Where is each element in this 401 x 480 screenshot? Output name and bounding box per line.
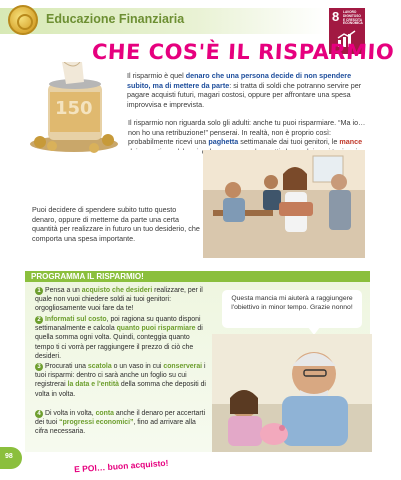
sdg-text: LAVORO DIGNITOSO E CRESCITA ECONOMICA bbox=[343, 10, 363, 26]
text-run: : si tratta di soldi che potranno servire per pagare acquisti futuri, magari costosi, oppure per affrontare una spesa improvvisa e imprevista. bbox=[127, 80, 362, 109]
intro-paragraph-3 bbox=[32, 205, 200, 243]
text-run-highlight: conserverai bbox=[163, 363, 203, 370]
section-title: Educazione Finanziaria bbox=[46, 12, 185, 26]
text-run-highlight: Informati sul costo bbox=[45, 316, 107, 323]
page-title: CHE COS'È IL RISPARMIO bbox=[91, 40, 395, 64]
closing-text: E POI… buon acquisto! bbox=[73, 457, 169, 475]
text-run: o un vaso in cui bbox=[111, 363, 164, 370]
text-run-highlight: “progressi economici” bbox=[59, 419, 134, 427]
text-run: Il risparmio non riguarda solo gli adulti: anche tu puoi risparmiare. “Ma io… non ho una retribuzione!” penserai. In realtà, non è proprio così: probabilmente ricevi una bbox=[128, 118, 366, 147]
step-number: 1 bbox=[35, 287, 43, 295]
family-photo bbox=[203, 150, 365, 258]
text-run: Il risparmio è quel bbox=[127, 71, 186, 80]
text-run-highlight: quanto puoi risparmiare bbox=[116, 325, 196, 333]
svg-text:150: 150 bbox=[55, 98, 93, 119]
text-run-highlight: la data e l'entità bbox=[67, 381, 119, 389]
step-number: 3 bbox=[35, 363, 43, 371]
step-4 bbox=[35, 409, 207, 437]
coin-icon bbox=[8, 5, 38, 35]
text-run-highlight: scatola bbox=[87, 363, 112, 370]
text-run: , fino ad arrivare alla cifra necessaria. bbox=[35, 419, 196, 436]
text-wrap-mask bbox=[128, 150, 202, 190]
step-1 bbox=[35, 286, 205, 314]
text-run: Pensa a un bbox=[45, 287, 82, 294]
text-run-highlight: paghetta bbox=[208, 137, 239, 147]
text-run: i tuoi risparmi: dentro ci sarà anche un foglio su cui registrerai bbox=[35, 363, 206, 389]
speech-bubble: Questa mancia mi aiuterà a raggiungere l'obiettivo in minor tempo. Grazie nonno! bbox=[222, 290, 362, 328]
program-title: PROGRAMMA IL RISPARMIO! bbox=[31, 272, 144, 281]
text-run-highlight: denaro che una persona decide di non spendere subito, ma di mettere da parte bbox=[127, 71, 352, 90]
text-run-highlight: mance bbox=[339, 137, 363, 147]
step-3 bbox=[35, 362, 207, 399]
step-number: 4 bbox=[35, 410, 43, 418]
step-number: 2 bbox=[35, 316, 43, 324]
text-run: Procurati una bbox=[45, 363, 88, 370]
intro-paragraph-1 bbox=[127, 71, 369, 109]
text-run: Di volta in volta, bbox=[45, 410, 96, 417]
text-run: della somma che depositi di volta in volta. bbox=[35, 381, 206, 398]
text-run: anche il denaro per accertarti dei tuoi bbox=[35, 410, 206, 427]
text-run: Puoi decidere di spendere subito tutto questo denaro, oppure di metterne da parte una certa quantità per realizzare in futuro un tuo desiderio, che comporta una spesa importante. bbox=[32, 205, 200, 243]
sdg-number: 8 bbox=[332, 9, 340, 24]
text-run-highlight: conta bbox=[95, 410, 114, 417]
grandpa-child-photo bbox=[212, 334, 372, 452]
step-2 bbox=[35, 315, 207, 361]
banknote-jar-image bbox=[22, 62, 124, 154]
text-run: di quella somma ogni volta. Quindi, conteggia quanto tempo ti ci vorrà per raggiungere il prezzo di ciò che desideri. bbox=[35, 325, 203, 360]
text-run: realizzare, per il quale non vuoi chiedere soldi ai tuoi genitori: orgogliosamente vuoi fare da te! bbox=[35, 287, 203, 313]
text-run-highlight: acquisto che desideri bbox=[81, 287, 153, 294]
text-run: settimanale dai tuoi genitori, le bbox=[238, 137, 340, 147]
text-run: , poi ragiona su quanto disponi settimanalmente e calcola bbox=[35, 316, 201, 333]
page-number-tab bbox=[0, 447, 22, 469]
page-number: 98 bbox=[5, 453, 13, 460]
